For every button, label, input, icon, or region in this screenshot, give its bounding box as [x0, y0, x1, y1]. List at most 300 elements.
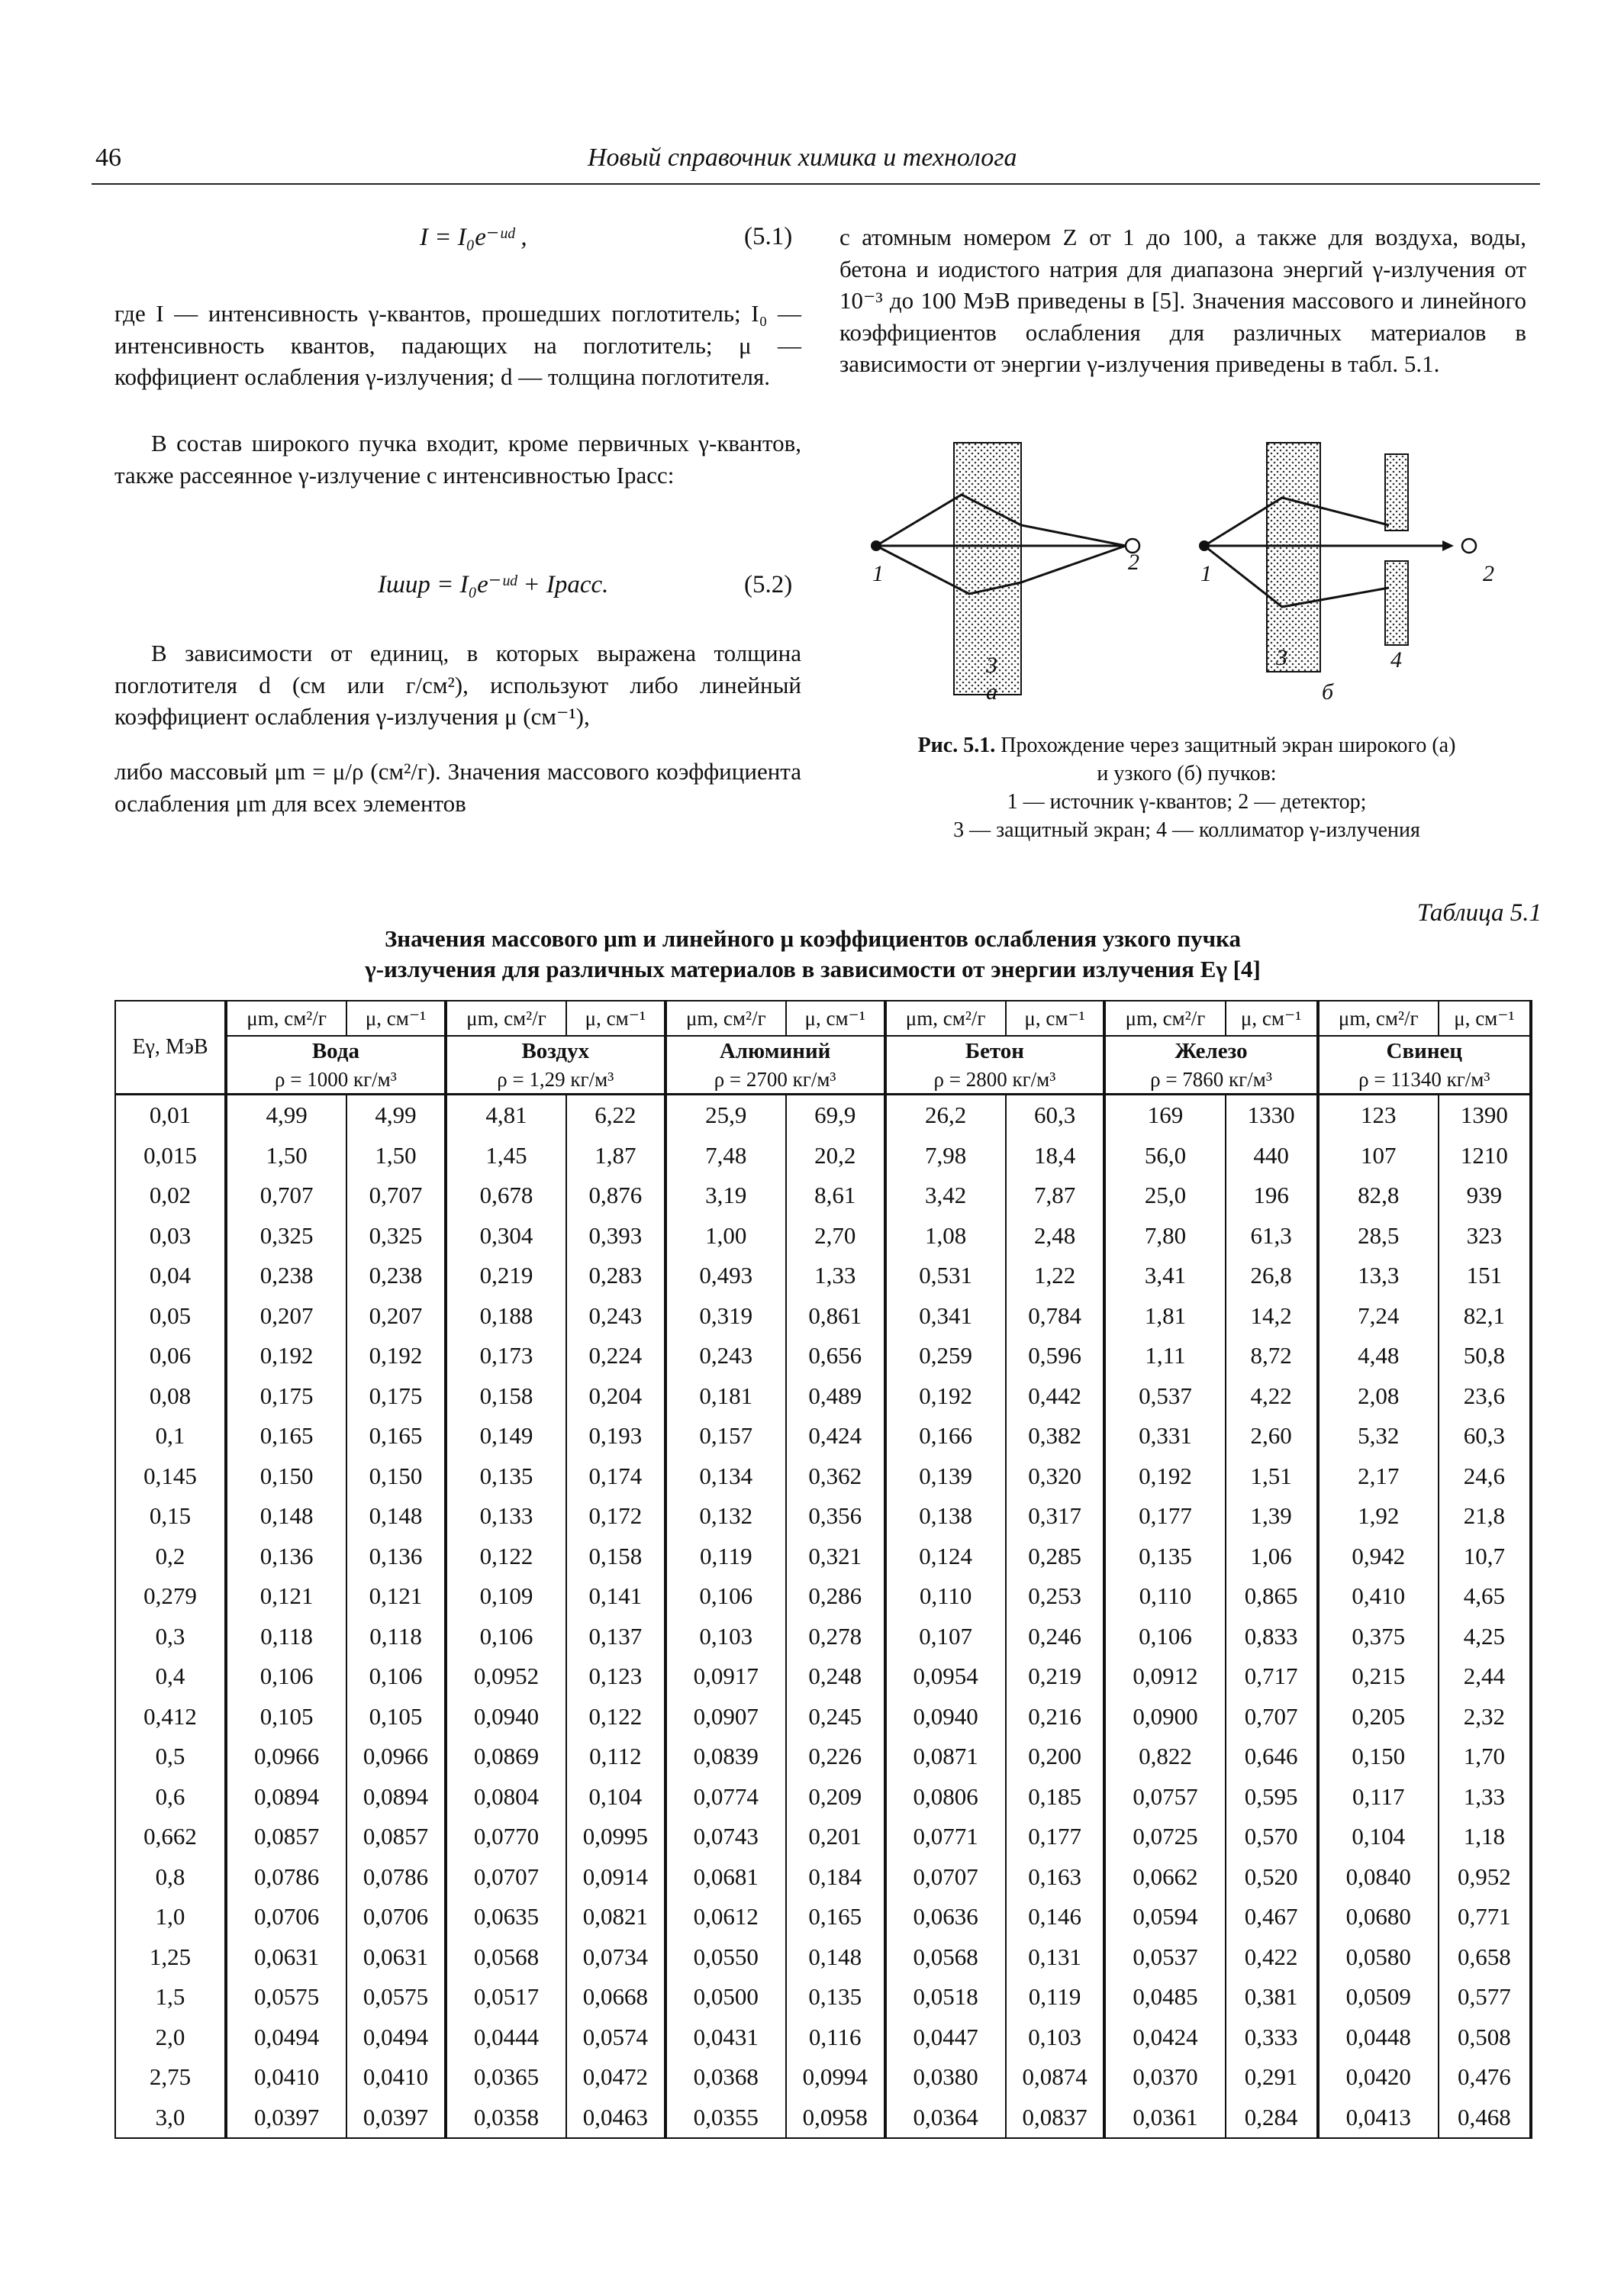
table-cell: 0,135 — [446, 1456, 566, 1497]
table-cell: 0,531 — [885, 1256, 1006, 1296]
material-density: ρ = 2800 кг/м³ — [885, 1066, 1105, 1095]
table-cell: 0,0774 — [665, 1777, 786, 1817]
table-cell: 0,219 — [446, 1256, 566, 1296]
table-cell: 0,106 — [346, 1656, 446, 1697]
table-cell: 1,22 — [1006, 1256, 1105, 1296]
table-cell: 0,0869 — [446, 1737, 566, 1777]
table-cell: 0,192 — [1104, 1456, 1225, 1497]
table-cell: 0,0518 — [885, 1977, 1006, 2017]
table-cell: 0,0424 — [1104, 2017, 1225, 2058]
mass-coefficient-header: μm, см²/г — [665, 1001, 786, 1036]
table-row — [115, 1256, 1531, 1296]
table-cell: 4,65 — [1439, 1576, 1531, 1617]
table-cell: 26,2 — [885, 1095, 1006, 1136]
table-cell: 14,2 — [1226, 1296, 1318, 1337]
table-cell: 0,133 — [446, 1496, 566, 1537]
table-cell: 1390 — [1439, 1095, 1531, 1136]
table-cell: 0,0894 — [346, 1777, 446, 1817]
table-cell: 0,104 — [1318, 1817, 1439, 1857]
energy-cell: 0,4 — [115, 1656, 226, 1697]
table-cell: 69,9 — [786, 1095, 885, 1136]
table-cell: 0,861 — [786, 1296, 885, 1337]
table-cell: 3,19 — [665, 1176, 786, 1216]
table-cell: 0,112 — [566, 1737, 665, 1777]
table-cell: 0,0874 — [1006, 2057, 1105, 2098]
formula-5-2: Iшир = I₀e⁻ᵘᵈ + Iрасс. — [378, 571, 609, 598]
table-row — [115, 1777, 1531, 1817]
table-cell: 0,148 — [226, 1496, 346, 1537]
table-cell: 1,92 — [1318, 1496, 1439, 1537]
table-cell: 0,0575 — [226, 1977, 346, 2017]
table-cell: 2,44 — [1439, 1656, 1531, 1697]
table-row — [115, 1456, 1531, 1497]
table-cell: 0,0706 — [226, 1897, 346, 1937]
figure-label-screen-a: 3 — [986, 653, 997, 678]
linear-coefficient-header: μ, см⁻¹ — [1226, 1001, 1318, 1036]
table-cell: 0,0707 — [446, 1857, 566, 1898]
table-cell: 0,0397 — [226, 2098, 346, 2139]
table-cell: 0,131 — [1006, 1937, 1105, 1978]
table-cell: 0,0725 — [1104, 1817, 1225, 1857]
table-row — [115, 1937, 1531, 1978]
table-cell: 1,08 — [885, 1216, 1006, 1256]
table-cell: 4,81 — [446, 1095, 566, 1136]
table-cell: 0,146 — [1006, 1897, 1105, 1937]
table-cell: 0,0580 — [1318, 1937, 1439, 1978]
table-cell: 0,0857 — [346, 1817, 446, 1857]
table-cell: 0,192 — [885, 1376, 1006, 1417]
table-cell: 0,104 — [566, 1777, 665, 1817]
table-row — [115, 1857, 1531, 1898]
table-cell: 0,106 — [226, 1656, 346, 1697]
table-cell: 0,0857 — [226, 1817, 346, 1857]
table-cell: 0,106 — [665, 1576, 786, 1617]
table-cell: 0,0397 — [346, 2098, 446, 2139]
table-cell: 0,285 — [1006, 1537, 1105, 1577]
diagram-a — [871, 443, 1139, 695]
table-cell: 0,184 — [786, 1857, 885, 1898]
table-cell: 61,3 — [1226, 1216, 1318, 1256]
table-cell: 0,717 — [1226, 1656, 1318, 1697]
table-cell: 0,109 — [446, 1576, 566, 1617]
table-cell: 0,0917 — [665, 1656, 786, 1697]
table-row — [115, 1897, 1531, 1937]
table-row — [115, 1576, 1531, 1617]
table-cell: 25,0 — [1104, 1176, 1225, 1216]
table-title-line-2: γ-излучения для различных материалов в зависимости от энергии излучения Eγ [4] — [365, 956, 1261, 982]
table-cell: 60,3 — [1006, 1095, 1105, 1136]
table-cell: 0,333 — [1226, 2017, 1318, 2058]
table-cell: 0,325 — [226, 1216, 346, 1256]
table-cell: 5,32 — [1318, 1416, 1439, 1456]
material-density: ρ = 2700 кг/м³ — [665, 1066, 885, 1095]
table-cell: 0,331 — [1104, 1416, 1225, 1456]
table-cell: 0,362 — [786, 1456, 885, 1497]
table-cell: 0,207 — [226, 1296, 346, 1337]
table-cell: 0,103 — [665, 1617, 786, 1657]
table-cell: 1,33 — [1439, 1777, 1531, 1817]
table-cell: 3,41 — [1104, 1256, 1225, 1296]
table-cell: 0,876 — [566, 1176, 665, 1216]
table-cell: 0,0734 — [566, 1937, 665, 1978]
energy-cell: 2,75 — [115, 2057, 226, 2098]
material-name: Свинец — [1318, 1036, 1531, 1066]
table-cell: 0,139 — [885, 1456, 1006, 1497]
table-cell: 123 — [1318, 1095, 1439, 1136]
table-cell: 0,317 — [1006, 1496, 1105, 1537]
table-cell: 28,5 — [1318, 1216, 1439, 1256]
table-cell: 7,48 — [665, 1136, 786, 1176]
table-row — [115, 1136, 1531, 1176]
table-cell: 0,0517 — [446, 1977, 566, 2017]
table-cell: 0,0447 — [885, 2017, 1006, 2058]
table-cell: 0,204 — [566, 1376, 665, 1417]
table-cell: 0,0743 — [665, 1817, 786, 1857]
table-cell: 0,646 — [1226, 1737, 1318, 1777]
table-cell: 0,149 — [446, 1416, 566, 1456]
table-cell: 0,291 — [1226, 2057, 1318, 2098]
table-cell: 1,11 — [1104, 1336, 1225, 1376]
table-cell: 1,06 — [1226, 1537, 1318, 1577]
beam-arrowhead-b — [1442, 540, 1454, 551]
table-cell: 0,103 — [1006, 2017, 1105, 2058]
linear-coefficient-header: μ, см⁻¹ — [786, 1001, 885, 1036]
energy-cell: 0,04 — [115, 1256, 226, 1296]
table-cell: 0,181 — [665, 1376, 786, 1417]
table-cell: 1,70 — [1439, 1737, 1531, 1777]
table-cell: 0,105 — [346, 1697, 446, 1737]
table-cell: 0,520 — [1226, 1857, 1318, 1898]
table-cell: 2,08 — [1318, 1376, 1439, 1417]
table-cell: 0,0612 — [665, 1897, 786, 1937]
paragraph-mass-coefficient: либо массовый μm = μ/ρ (см²/г). Значения массового коэффициента ослабления μm для всех элементов — [114, 758, 801, 817]
table-cell: 0,0485 — [1104, 1977, 1225, 2017]
table-cell: 0,165 — [226, 1416, 346, 1456]
table-cell: 0,121 — [346, 1576, 446, 1617]
table-cell: 0,0631 — [226, 1937, 346, 1978]
table-cell: 0,207 — [346, 1296, 446, 1337]
table-cell: 0,0907 — [665, 1697, 786, 1737]
table-cell: 0,134 — [665, 1456, 786, 1497]
linear-coefficient-header: μ, см⁻¹ — [346, 1001, 446, 1036]
table-cell: 0,707 — [1226, 1697, 1318, 1737]
energy-cell: 0,08 — [115, 1376, 226, 1417]
table-cell: 323 — [1439, 1216, 1531, 1256]
table-cell: 8,72 — [1226, 1336, 1318, 1376]
table-cell: 0,0365 — [446, 2057, 566, 2098]
table-cell: 0,0636 — [885, 1897, 1006, 1937]
energy-cell: 0,05 — [115, 1296, 226, 1337]
table-cell: 0,119 — [1006, 1977, 1105, 2017]
table-cell: 0,0575 — [346, 1977, 446, 2017]
table-cell: 2,48 — [1006, 1216, 1105, 1256]
table-cell: 0,707 — [226, 1176, 346, 1216]
table-cell: 1,39 — [1226, 1496, 1318, 1537]
table-cell: 7,80 — [1104, 1216, 1225, 1256]
table-cell: 0,238 — [346, 1256, 446, 1296]
table-cell: 0,122 — [446, 1537, 566, 1577]
material-name: Алюминий — [665, 1036, 885, 1066]
table-cell: 0,119 — [665, 1537, 786, 1577]
table-cell: 1,87 — [566, 1136, 665, 1176]
table-cell: 0,0420 — [1318, 2057, 1439, 2098]
material-density: ρ = 11340 кг/м³ — [1318, 1066, 1531, 1095]
energy-cell: 0,3 — [115, 1617, 226, 1657]
linear-coefficient-header: μ, см⁻¹ — [566, 1001, 665, 1036]
table-cell: 7,24 — [1318, 1296, 1439, 1337]
table-cell: 1,00 — [665, 1216, 786, 1256]
table-cell: 0,0966 — [346, 1737, 446, 1777]
table-row — [115, 1496, 1531, 1537]
table-cell: 0,771 — [1439, 1897, 1531, 1937]
energy-cell: 3,0 — [115, 2098, 226, 2139]
table-cell: 4,99 — [226, 1095, 346, 1136]
figure-caption-title: Рис. 5.1. — [917, 734, 996, 757]
table-cell: 0,595 — [1226, 1777, 1318, 1817]
table-cell: 0,116 — [786, 2017, 885, 2058]
shield-screen-b — [1267, 443, 1320, 672]
table-cell: 0,0786 — [346, 1857, 446, 1898]
table-cell: 0,784 — [1006, 1296, 1105, 1337]
energy-cell: 0,145 — [115, 1456, 226, 1497]
table-cell: 0,0463 — [566, 2098, 665, 2139]
table-cell: 0,656 — [786, 1336, 885, 1376]
table-cell: 0,110 — [885, 1576, 1006, 1617]
table-cell: 0,158 — [446, 1376, 566, 1417]
table-cell: 0,201 — [786, 1817, 885, 1857]
table-cell: 0,0681 — [665, 1857, 786, 1898]
table-cell: 0,0355 — [665, 2098, 786, 2139]
table-cell: 0,0410 — [226, 2057, 346, 2098]
table-cell: 0,286 — [786, 1576, 885, 1617]
formula-5-1-number: (5.1) — [744, 223, 793, 250]
table-row — [115, 1537, 1531, 1577]
table-cell: 18,4 — [1006, 1136, 1105, 1176]
header-rule — [92, 183, 1540, 185]
table-row — [115, 1817, 1531, 1857]
table-cell: 0,476 — [1439, 2057, 1531, 2098]
table-cell: 25,9 — [665, 1095, 786, 1136]
table-cell: 7,87 — [1006, 1176, 1105, 1216]
table-cell: 0,493 — [665, 1256, 786, 1296]
paragraph-intensity-definitions: где I — интенсивность γ-квантов, прошедших поглотитель; I₀ — интенсивность квантов, падающих на поглотитель; μ — коффициент ослабления γ-излучения; d — толщина поглотителя. — [114, 300, 801, 390]
table-cell: 0,596 — [1006, 1336, 1105, 1376]
table-cell: 0,118 — [346, 1617, 446, 1657]
table-cell: 0,205 — [1318, 1697, 1439, 1737]
table-cell: 0,833 — [1226, 1617, 1318, 1657]
attenuation-table — [114, 1000, 1532, 2139]
energy-cell: 0,2 — [115, 1537, 226, 1577]
table-cell: 0,121 — [226, 1576, 346, 1617]
table-cell: 0,243 — [665, 1336, 786, 1376]
table-cell: 0,106 — [446, 1617, 566, 1657]
table-cell: 0,209 — [786, 1777, 885, 1817]
table-cell: 0,0494 — [226, 2017, 346, 2058]
table-cell: 0,489 — [786, 1376, 885, 1417]
table-cell: 0,0448 — [1318, 2017, 1439, 2058]
table-row — [115, 1216, 1531, 1256]
table-cell: 0,193 — [566, 1416, 665, 1456]
table-cell: 82,8 — [1318, 1176, 1439, 1216]
table-cell: 23,6 — [1439, 1376, 1531, 1417]
table-cell: 0,135 — [786, 1977, 885, 2017]
table-cell: 0,0494 — [346, 2017, 446, 2058]
table-cell: 0,0680 — [1318, 1897, 1439, 1937]
table-cell: 0,110 — [1104, 1576, 1225, 1617]
table-cell: 0,707 — [346, 1176, 446, 1216]
table-cell: 0,356 — [786, 1496, 885, 1537]
table-row — [115, 1737, 1531, 1777]
table-cell: 0,467 — [1226, 1897, 1318, 1937]
table-cell: 0,243 — [566, 1296, 665, 1337]
table-cell: 0,138 — [885, 1496, 1006, 1537]
table-cell: 2,70 — [786, 1216, 885, 1256]
table-cell: 0,0770 — [446, 1817, 566, 1857]
table-cell: 0,658 — [1439, 1937, 1531, 1978]
running-title: Новый справочник химика и технолога — [588, 144, 1017, 172]
table-cell: 0,537 — [1104, 1376, 1225, 1417]
energy-cell: 0,01 — [115, 1095, 226, 1136]
table-cell: 0,150 — [226, 1456, 346, 1497]
table-cell: 0,174 — [566, 1456, 665, 1497]
table-cell: 2,17 — [1318, 1456, 1439, 1497]
table-title — [114, 924, 1511, 985]
table-cell: 0,157 — [665, 1416, 786, 1456]
table-cell: 0,107 — [885, 1617, 1006, 1657]
material-name: Железо — [1104, 1036, 1317, 1066]
table-cell: 0,0537 — [1104, 1937, 1225, 1978]
energy-cell: 0,8 — [115, 1857, 226, 1898]
table-row — [115, 1336, 1531, 1376]
table-cell: 0,942 — [1318, 1537, 1439, 1577]
table-cell: 0,136 — [226, 1537, 346, 1577]
table-cell: 0,173 — [446, 1336, 566, 1376]
energy-cell: 0,03 — [115, 1216, 226, 1256]
table-cell: 1,81 — [1104, 1296, 1225, 1337]
table-cell: 0,410 — [1318, 1576, 1439, 1617]
material-name: Вода — [226, 1036, 446, 1066]
table-cell: 0,0509 — [1318, 1977, 1439, 2017]
table-cell: 0,219 — [1006, 1656, 1105, 1697]
figure-beam-diagram — [855, 427, 1542, 733]
figure-label-source-a: 1 — [872, 561, 884, 586]
table-cell: 50,8 — [1439, 1336, 1531, 1376]
table-cell: 0,0994 — [786, 2057, 885, 2098]
table-cell: 0,0364 — [885, 2098, 1006, 2139]
table-cell: 1210 — [1439, 1136, 1531, 1176]
table-cell: 0,0361 — [1104, 2098, 1225, 2139]
table-cell: 0,0594 — [1104, 1897, 1225, 1937]
linear-coefficient-header: μ, см⁻¹ — [1006, 1001, 1105, 1036]
table-cell: 0,678 — [446, 1176, 566, 1216]
table-cell: 0,0839 — [665, 1737, 786, 1777]
table-cell: 0,135 — [1104, 1537, 1225, 1577]
table-cell: 1330 — [1226, 1095, 1318, 1136]
energy-cell: 1,5 — [115, 1977, 226, 2017]
table-row — [115, 1617, 1531, 1657]
table-cell: 0,141 — [566, 1576, 665, 1617]
table-cell: 0,118 — [226, 1617, 346, 1657]
table-cell: 0,192 — [226, 1336, 346, 1376]
table-cell: 0,0707 — [885, 1857, 1006, 1898]
figure-label-detector-a: 2 — [1128, 550, 1139, 575]
figure-label-source-b: 1 — [1200, 561, 1212, 586]
table-cell: 0,0804 — [446, 1777, 566, 1817]
table-cell: 169 — [1104, 1095, 1225, 1136]
table-cell: 0,304 — [446, 1216, 566, 1256]
table-cell: 0,148 — [346, 1496, 446, 1537]
table-cell: 0,0668 — [566, 1977, 665, 2017]
table-cell: 0,0871 — [885, 1737, 1006, 1777]
table-cell: 0,172 — [566, 1496, 665, 1537]
table-cell: 0,245 — [786, 1697, 885, 1737]
figure-caption-line-1: Прохождение через защитный экран широкого (а) — [1000, 734, 1456, 757]
table-cell: 1,51 — [1226, 1456, 1318, 1497]
table-cell: 1,50 — [226, 1136, 346, 1176]
table-cell: 2,32 — [1439, 1697, 1531, 1737]
table-cell: 0,508 — [1439, 2017, 1531, 2058]
table-cell: 4,48 — [1318, 1336, 1439, 1376]
table-cell: 0,822 — [1104, 1737, 1225, 1777]
table-cell: 0,319 — [665, 1296, 786, 1337]
table-cell: 82,1 — [1439, 1296, 1531, 1337]
table-cell: 1,50 — [346, 1136, 446, 1176]
table-cell: 0,0940 — [446, 1697, 566, 1737]
energy-cell: 0,279 — [115, 1576, 226, 1617]
paragraph-coefficient-units: В зависимости от единиц, в которых выражена толщина поглотителя d (см или г/см²), используют либо линейный коэффициент ослабления γ-излучения μ (см⁻¹), — [114, 640, 801, 730]
table-cell: 0,175 — [226, 1376, 346, 1417]
table-number: Таблица 5.1 — [1416, 899, 1542, 927]
figure-caption-line-3: 1 — источник γ-квантов; 2 — детектор; — [1007, 790, 1367, 814]
table-cell: 0,0995 — [566, 1817, 665, 1857]
energy-cell: 0,412 — [115, 1697, 226, 1737]
table-cell: 0,215 — [1318, 1656, 1439, 1697]
table-cell: 0,216 — [1006, 1697, 1105, 1737]
table-cell: 10,7 — [1439, 1537, 1531, 1577]
table-cell: 0,442 — [1006, 1376, 1105, 1417]
table-cell: 0,0472 — [566, 2057, 665, 2098]
table-title-line-1: Значения массового μm и линейного μ коэффициентов ослабления узкого пучка — [384, 925, 1242, 952]
figure-label-collimator: 4 — [1390, 647, 1402, 672]
table-row — [115, 1296, 1531, 1337]
diagram-b — [1199, 443, 1476, 672]
energy-cell: 1,25 — [115, 1937, 226, 1978]
figure-caption — [839, 731, 1534, 844]
table-cell: 0,0410 — [346, 2057, 446, 2098]
table-cell: 0,122 — [566, 1697, 665, 1737]
energy-cell: 0,5 — [115, 1737, 226, 1777]
table-cell: 0,158 — [566, 1537, 665, 1577]
table-cell: 0,177 — [1104, 1496, 1225, 1537]
table-cell: 0,246 — [1006, 1617, 1105, 1657]
table-cell: 8,61 — [786, 1176, 885, 1216]
table-cell: 151 — [1439, 1256, 1531, 1296]
table-cell: 0,0912 — [1104, 1656, 1225, 1697]
collimator-lower — [1385, 561, 1408, 645]
material-density: ρ = 1,29 кг/м³ — [446, 1066, 665, 1095]
figure-sublabel-b: б — [1322, 679, 1334, 705]
mass-coefficient-header: μm, см²/г — [446, 1001, 566, 1036]
table-cell: 0,224 — [566, 1336, 665, 1376]
table-cell: 0,0952 — [446, 1656, 566, 1697]
energy-cell: 0,06 — [115, 1336, 226, 1376]
energy-cell: 0,1 — [115, 1416, 226, 1456]
table-cell: 0,175 — [346, 1376, 446, 1417]
table-cell: 0,424 — [786, 1416, 885, 1456]
figure-caption-line-4: 3 — защитный экран; 4 — коллиматор γ-излучения — [953, 818, 1420, 842]
table-cell: 0,0958 — [786, 2098, 885, 2139]
table-cell: 0,0894 — [226, 1777, 346, 1817]
